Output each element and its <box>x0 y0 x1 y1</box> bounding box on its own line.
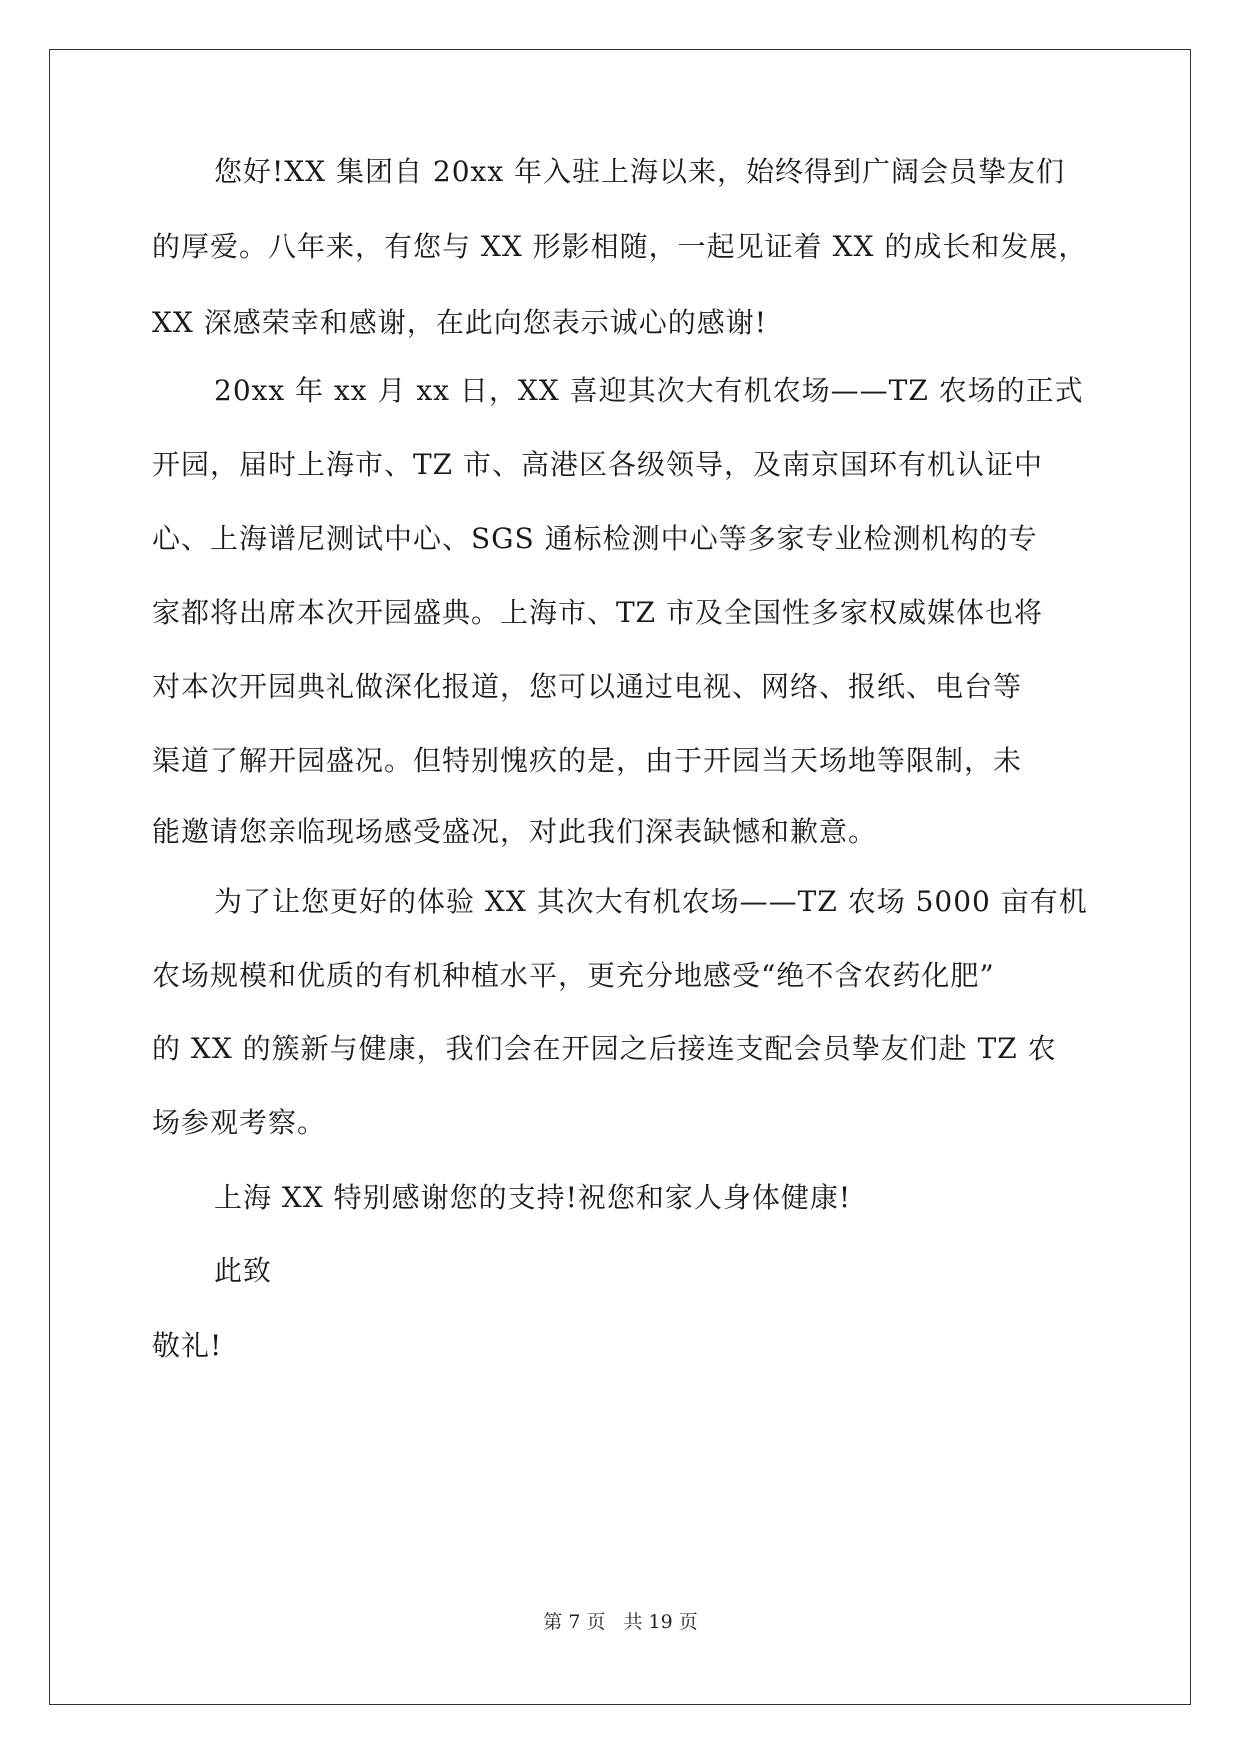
page-footer <box>0 1610 1241 1634</box>
paragraph-1-line-2: 的厚爱。八年来，有您与 XX 形影相随，一起见证着 XX 的成长和发展， <box>152 230 1088 263</box>
page-number-current: 第 7 页 <box>543 1611 606 1633</box>
paragraph-1-line-1: 您好!XX 集团自 20xx 年入驻上海以来，始终得到广阔会员挚友们 <box>214 155 1066 188</box>
paragraph-3-line-1: 为了让您更好的体验 XX 其次大有机农场——TZ 农场 5000 亩有机 <box>214 885 1088 918</box>
paragraph-2-line-1: 20xx 年 xx 月 xx 日，XX 喜迎其次大有机农场——TZ 农场的正式 <box>214 374 1084 407</box>
paragraph-2-line-7: 能邀请您亲临现场感受盛况，对此我们深表缺憾和歉意。 <box>152 815 878 848</box>
closing-thanks: 上海 XX 特别感谢您的支持!祝您和家人身体健康! <box>214 1181 852 1214</box>
salutation-cizhi: 此致 <box>214 1254 273 1287</box>
paragraph-2-line-3: 心、上海谱尼测试中心、SGS 通标检测中心等多家专业检测机构的专 <box>152 522 1038 555</box>
paragraph-2-line-2: 开园，届时上海市、TZ 市、高港区各级领导，及南京国环有机认证中 <box>152 448 1044 481</box>
paragraph-1-line-3: XX 深感荣幸和感谢，在此向您表示诚心的感谢! <box>152 306 768 339</box>
paragraph-2-line-5: 对本次开园典礼做深化报道，您可以通过电视、网络、报纸、电台等 <box>152 670 1023 703</box>
paragraph-3-line-2: 农场规模和优质的有机种植水平，更充分地感受“绝不含农药化肥” <box>152 959 995 992</box>
paragraph-2-line-6: 渠道了解开园盛况。但特别愧疚的是，由于开园当天场地等限制，未 <box>152 744 1023 777</box>
page-number-total: 共 19 页 <box>623 1611 698 1633</box>
paragraph-3-line-3: 的 XX 的簇新与健康，我们会在开园之后接连支配会员挚友们赴 TZ 农 <box>152 1032 1057 1065</box>
salutation-jingli: 敬礼! <box>152 1329 223 1362</box>
page-border <box>49 49 1191 1705</box>
paragraph-3-line-4: 场参观考察。 <box>152 1106 327 1139</box>
paragraph-2-line-4: 家都将出席本次开园盛典。上海市、TZ 市及全国性多家权威媒体也将 <box>152 596 1044 629</box>
